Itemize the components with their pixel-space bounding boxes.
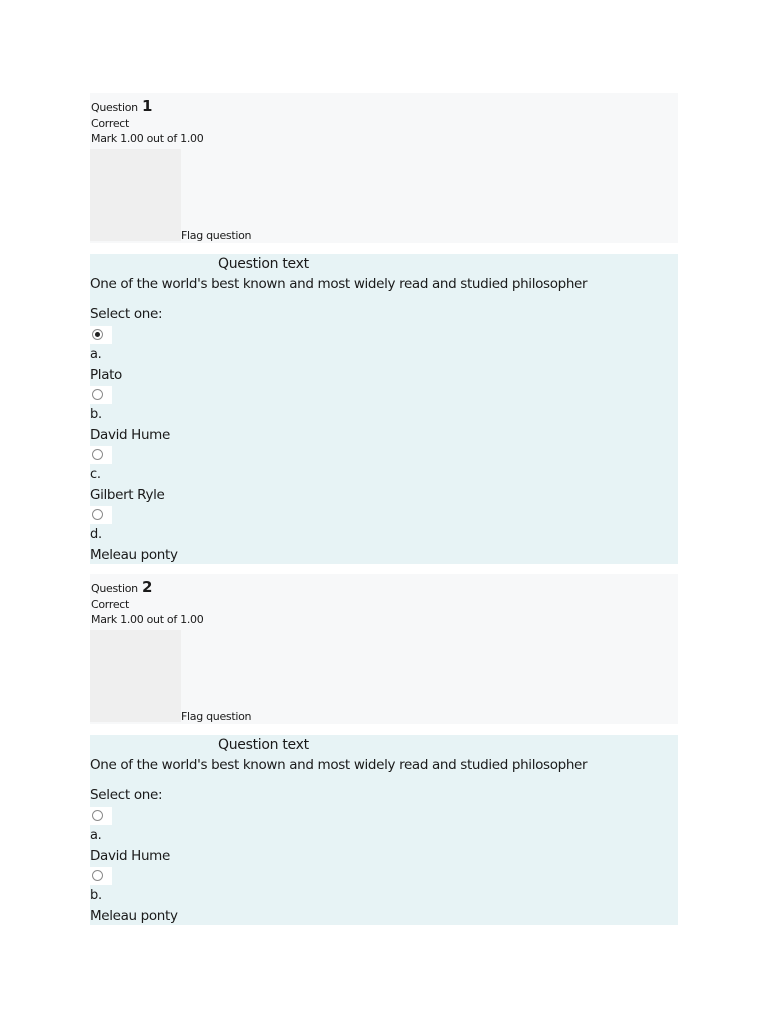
radio-button[interactable] — [92, 449, 103, 460]
radio-button[interactable] — [92, 509, 103, 520]
question-number-value: 1 — [142, 97, 153, 115]
question-label: Question — [91, 101, 138, 114]
question-grade: Mark 1.00 out of 1.00 — [91, 132, 204, 145]
question-text-heading: Question text — [218, 256, 309, 272]
question-state: Correct — [91, 598, 130, 611]
question-grade: Mark 1.00 out of 1.00 — [91, 613, 204, 626]
radio-container — [90, 506, 112, 524]
question-2-info — [90, 574, 678, 724]
question-number — [91, 578, 152, 596]
radio-button[interactable] — [92, 870, 103, 881]
answer-option-b[interactable] — [90, 386, 290, 446]
option-answer: David Hume — [90, 427, 170, 443]
answer-option-b[interactable] — [90, 867, 290, 927]
answer-option-a[interactable] — [90, 807, 290, 867]
question-1-content — [90, 254, 678, 564]
flag-icon[interactable] — [90, 149, 181, 241]
flag-question-link[interactable]: Flag question — [181, 229, 252, 242]
question-state: Correct — [91, 117, 130, 130]
question-text-heading: Question text — [218, 737, 309, 753]
radio-container — [90, 867, 112, 885]
question-text: One of the world's best known and most widely read and studied philosopher — [90, 276, 588, 292]
radio-button-checked[interactable] — [92, 329, 103, 340]
select-one-prompt: Select one: — [90, 306, 163, 322]
radio-container — [90, 326, 112, 344]
select-one-prompt: Select one: — [90, 787, 163, 803]
option-letter: b. — [90, 407, 102, 422]
option-letter: a. — [90, 828, 102, 843]
question-number-value: 2 — [142, 578, 153, 596]
option-answer: Meleau ponty — [90, 908, 178, 924]
option-letter: c. — [90, 467, 101, 482]
radio-button[interactable] — [92, 810, 103, 821]
radio-container — [90, 446, 112, 464]
answer-option-c[interactable] — [90, 446, 290, 506]
option-answer: David Hume — [90, 848, 170, 864]
flag-icon[interactable] — [90, 630, 181, 722]
option-letter: d. — [90, 527, 102, 542]
option-answer: Plato — [90, 367, 122, 383]
question-number — [91, 97, 152, 115]
radio-button[interactable] — [92, 389, 103, 400]
option-answer: Gilbert Ryle — [90, 487, 165, 503]
option-answer: Meleau ponty — [90, 547, 178, 563]
answer-option-a[interactable] — [90, 326, 290, 386]
question-1-info — [90, 93, 678, 243]
radio-container — [90, 386, 112, 404]
option-letter: b. — [90, 888, 102, 903]
question-label: Question — [91, 582, 138, 595]
flag-question-link[interactable]: Flag question — [181, 710, 252, 723]
question-2-content — [90, 735, 678, 925]
radio-container — [90, 807, 112, 825]
option-letter: a. — [90, 347, 102, 362]
question-text: One of the world's best known and most widely read and studied philosopher — [90, 757, 588, 773]
answer-option-d[interactable] — [90, 506, 290, 566]
